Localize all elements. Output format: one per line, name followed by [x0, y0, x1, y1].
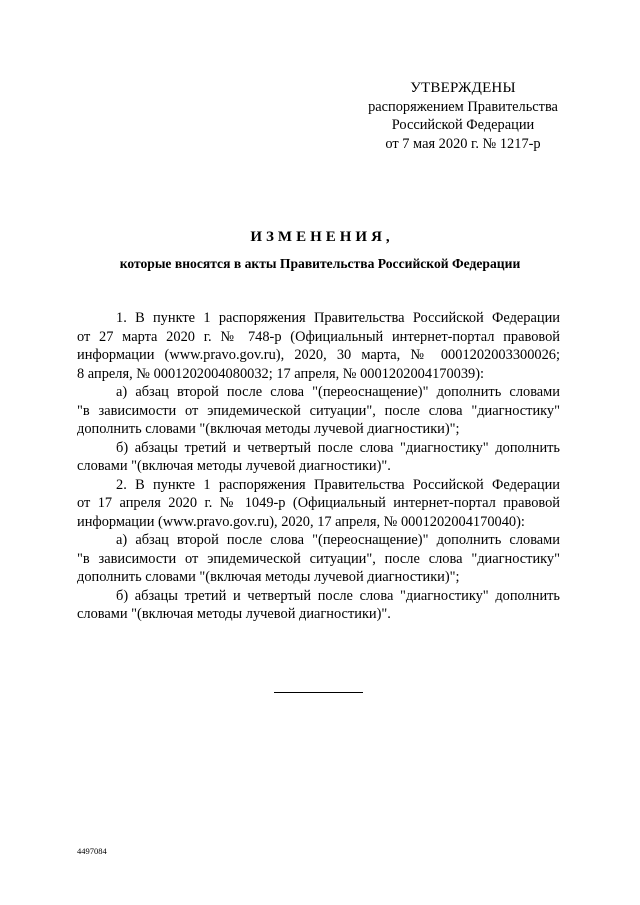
text-line: дополнить словами "(включая методы лучевой диагностики)";	[77, 569, 460, 585]
text-line: информации (www.pravo.gov.ru), 2020, 30 марта, № 0001202003300026;	[77, 347, 560, 363]
text-line: б) абзацы третий и четвертый после слова "диагностику" дополнить	[116, 587, 560, 604]
document-title: ИЗМЕНЕНИЯ,	[250, 229, 394, 245]
text-line: "в зависимости от эпидемической ситуации", после слова "диагностику"	[77, 402, 560, 419]
text-line: от 17 апреля 2020 г. № 1049-р (Официальный интернет-портал правовой	[77, 495, 560, 511]
text-line: 8 апреля, № 0001202004080032; 17 апреля, № 0001202004170039):	[77, 365, 485, 382]
end-divider	[274, 692, 363, 693]
document-heading	[0, 228, 640, 273]
approval-line-1: распоряжением Правительства	[368, 98, 558, 115]
paragraph-2a	[77, 531, 560, 587]
paragraph-2b	[77, 587, 560, 624]
paragraph-1a	[77, 383, 560, 439]
paragraph-1b	[77, 439, 560, 476]
text-line: "в зависимости от эпидемической ситуации", после слова "диагностику"	[77, 550, 560, 567]
approval-title: УТВЕРЖДЕНЫ	[410, 80, 516, 96]
text-line: 2. В пункте 1 распоряжения Правительства Российской Федерации	[116, 476, 560, 493]
text-line: а) абзац второй после слова "(переоснащение)" дополнить словами	[116, 384, 560, 400]
text-line: дополнить словами "(включая методы лучевой диагностики)";	[77, 421, 460, 437]
approval-stamp	[330, 79, 596, 153]
text-line: от 27 марта 2020 г. № 748-р (Официальный интернет-портал правовой	[77, 328, 560, 345]
text-line: а) абзац второй после слова "(переоснащение)" дополнить словами	[116, 532, 560, 548]
document-code: 4497084	[77, 846, 107, 856]
text-line: словами "(включая методы лучевой диагностики)".	[77, 606, 391, 622]
document-subtitle: которые вносятся в акты Правительства Российской Федерации	[119, 255, 521, 271]
text-line: б) абзацы третий и четвертый после слова "диагностику" дополнить	[116, 439, 560, 456]
approval-line-2: Российской Федерации	[391, 117, 535, 133]
text-line: 1. В пункте 1 распоряжения Правительства Российской Федерации	[116, 310, 560, 326]
paragraph-1	[77, 309, 560, 383]
document-body	[77, 309, 560, 624]
text-line: словами "(включая методы лучевой диагностики)".	[77, 458, 391, 474]
text-line: информации (www.pravo.gov.ru), 2020, 17 апреля, № 0001202004170040):	[77, 513, 525, 530]
approval-line-3: от 7 мая 2020 г. № 1217-р	[385, 135, 541, 152]
paragraph-2	[77, 476, 560, 532]
